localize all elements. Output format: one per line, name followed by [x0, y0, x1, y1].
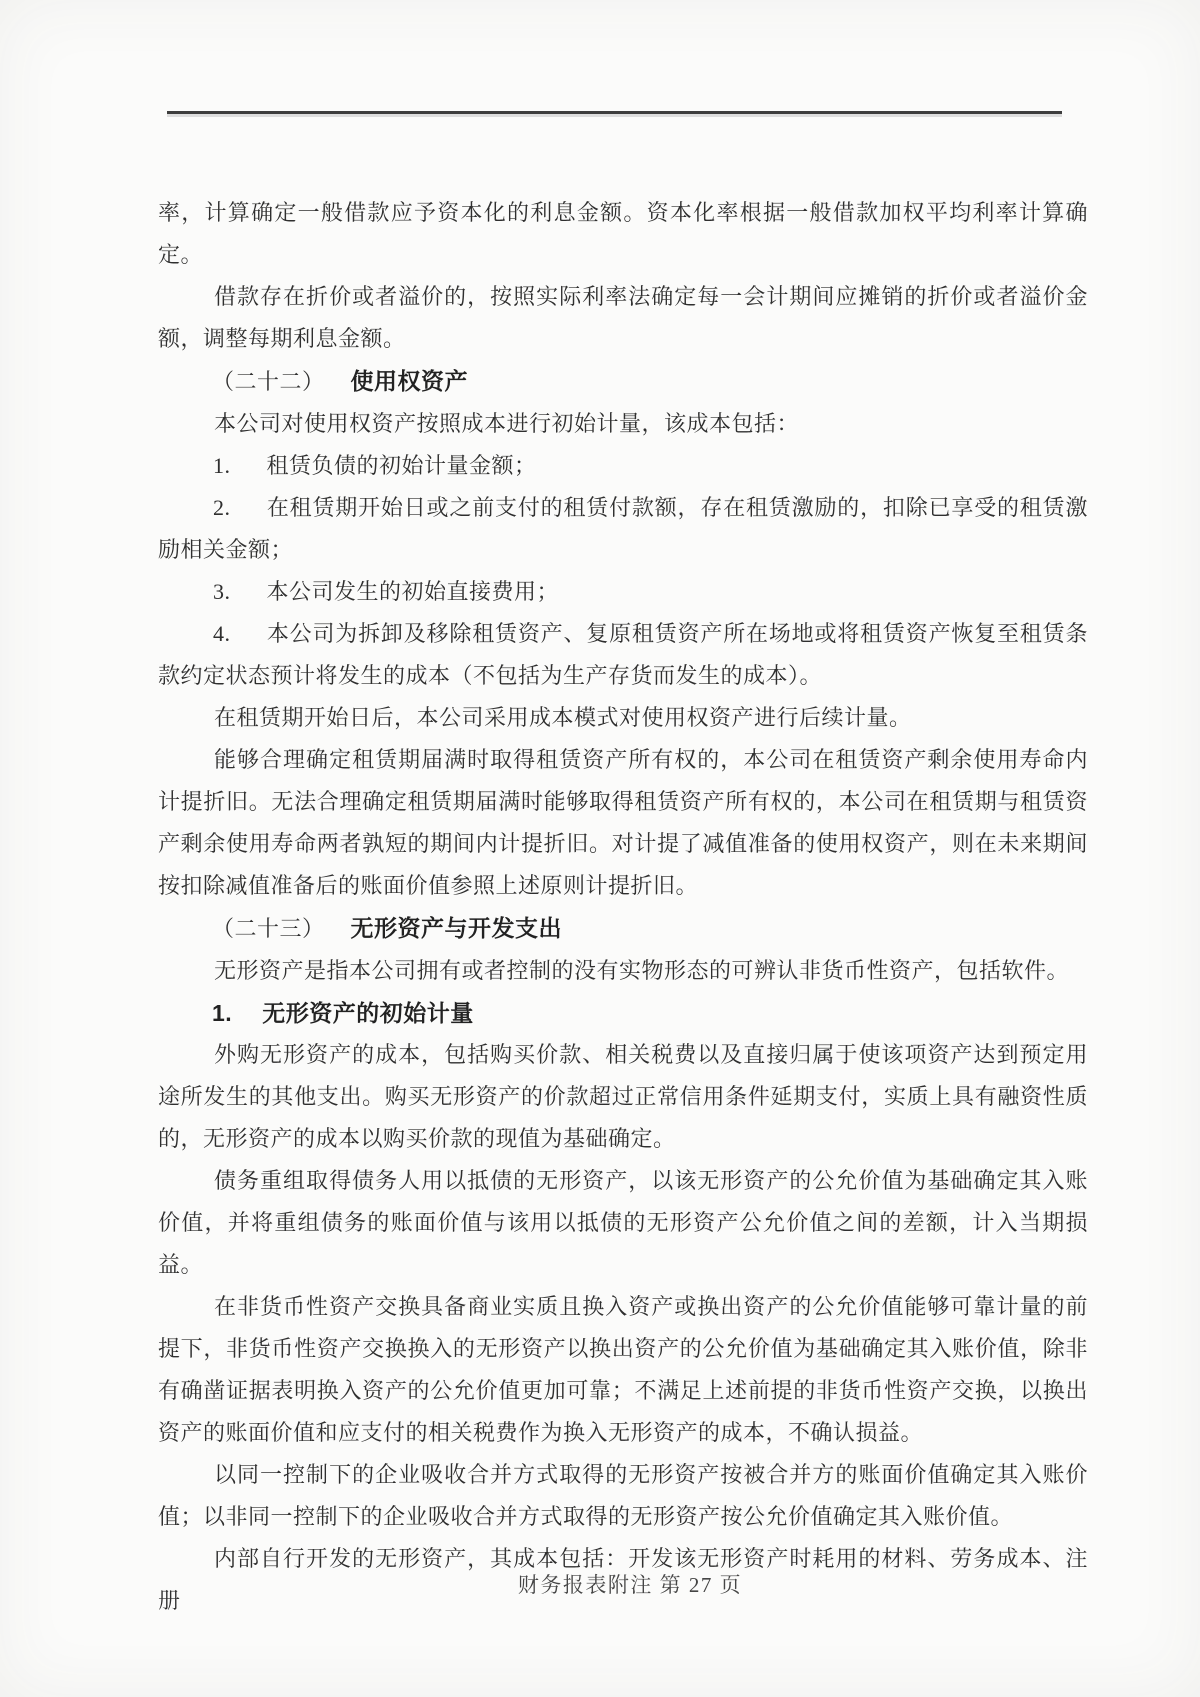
section-23-number: （二十三） [212, 916, 325, 941]
paragraph-discount-premium: 借款存在折价或者溢价的，按照实际利率法确定每一会计期间应摊销的折价或者溢价金额，调整每期利息金额。 [158, 284, 1088, 351]
section-23-title: 无形资产与开发支出 [350, 915, 563, 941]
list-item-4-number: 4. [213, 621, 231, 646]
paragraph-merger: 以同一控制下的企业吸收合并方式取得的无形资产按被合并方的账面价值确定其入账价值；以非同一控制下的企业吸收合并方式取得的无形资产按公允价值确定其入账价值。 [158, 1462, 1088, 1529]
list-item-3-number: 3. [213, 579, 231, 604]
paragraph-purchase-cost: 外购无形资产的成本，包括购买价款、相关税费以及直接归属于使该项资产达到预定用途所发生的其他支出。购买无形资产的价款超过正常信用条件延期支付，实质上具有融资性质的，无形资产的成本以购买价款的现值为基础确定。 [158, 1042, 1088, 1151]
list-item-2 [158, 487, 1088, 571]
list-item-3-text: 本公司发生的初始直接费用； [266, 579, 560, 604]
list-item-4-text: 本公司为拆卸及移除租赁资产、复原租赁资产所在场地或将租赁资产恢复至租赁条款约定状态预计将发生的成本（不包括为生产存货而发生的成本）。 [158, 621, 1088, 688]
paragraph-rou-initial: 本公司对使用权资产按照成本进行初始计量，该成本包括： [214, 411, 800, 436]
paragraph-rou-subsequent: 在租赁期开始日后，本公司采用成本模式对使用权资产进行后续计量。 [214, 705, 912, 730]
list-item-1-number: 1. [213, 453, 231, 478]
paragraph-intangible-definition: 无形资产是指本公司拥有或者控制的没有实物形态的可辨认非货币性资产，包括软件。 [214, 958, 1070, 983]
subheading-initial-measurement [158, 992, 1088, 1034]
paragraph-borrowing-capitalization: 率，计算确定一般借款应予资本化的利息金额。资本化率根据一般借款加权平均利率计算确定。 [158, 200, 1088, 267]
paragraph-rou-depreciation: 能够合理确定租赁期届满时取得租赁资产所有权的，本公司在租赁资产剩余使用寿命内计提折旧。无法合理确定租赁期届满时能够取得租赁资产所有权的，本公司在租赁期与租赁资产剩余使用寿命两者孰短的期间内计提折旧。对计提了减值准备的使用权资产，则在未来期间按扣除减值准备后的账面价值参照上述原则计提折旧。 [158, 747, 1088, 898]
section-22-number: （二十二） [212, 369, 325, 394]
list-item-1-text: 租赁负债的初始计量金额； [266, 453, 537, 478]
list-item-4 [158, 613, 1088, 697]
paragraph-internal-development: 内部自行开发的无形资产，其成本包括：开发该无形资产时耗用的材料、劳务成本、注册 [158, 1546, 1088, 1613]
section-22-title: 使用权资产 [350, 368, 469, 394]
list-item-2-text: 在租赁期开始日或之前支付的租赁付款额，存在租赁激励的，扣除已享受的租赁激励相关金额； [158, 495, 1088, 562]
paragraph-debt-restructuring: 债务重组取得债务人用以抵债的无形资产，以该无形资产的公允价值为基础确定其入账价值，并将重组债务的账面价值与该用以抵债的无形资产公允价值之间的差额，计入当期损益。 [158, 1168, 1088, 1277]
subheading-title: 无形资产的初始计量 [262, 1000, 474, 1026]
subheading-number: 1. [212, 1000, 233, 1026]
section-heading-23 [158, 907, 1088, 950]
document-content [158, 192, 1088, 1622]
list-item-2-number: 2. [213, 495, 231, 520]
list-item-1 [158, 445, 1088, 487]
page-footer: 财务报表附注 第 27 页 [517, 1573, 743, 1597]
list-item-3 [158, 571, 1088, 613]
paragraph-nonmonetary-exchange: 在非货币性资产交换具备商业实质且换入资产或换出资产的公允价值能够可靠计量的前提下，非货币性资产交换换入的无形资产以换出资产的公允价值为基础确定其入账价值，除非有确凿证据表明换入资产的公允价值更加可靠；不满足上述前提的非货币性资产交换，以换出资产的账面价值和应支付的相关税费作为换入无形资产的成本，不确认损益。 [158, 1294, 1088, 1445]
section-heading-22 [158, 360, 1088, 403]
header-rule [167, 111, 1062, 114]
